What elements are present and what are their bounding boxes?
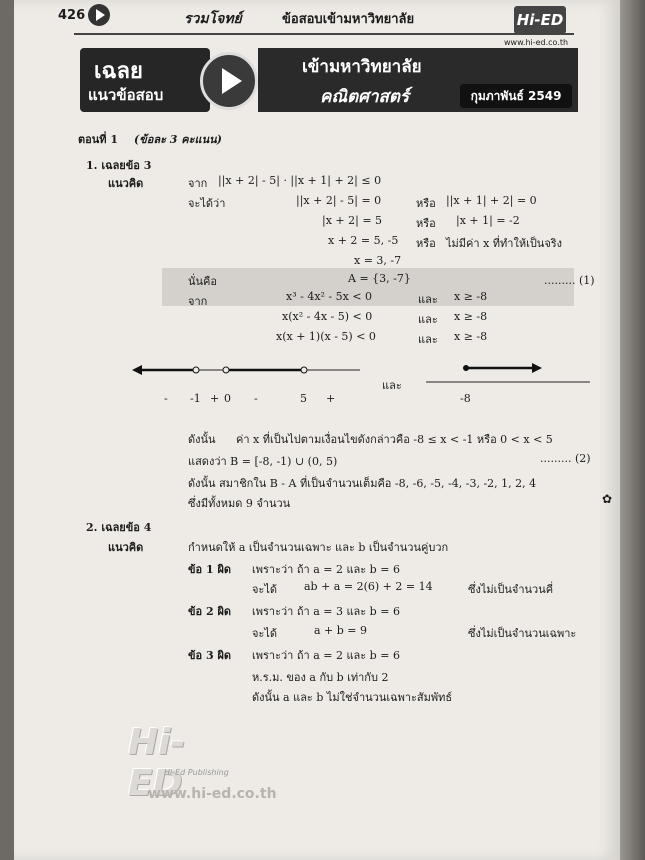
q1-conclusion-3: ดังนั้น สมาชิกใน B - A ที่เป็นจำนวนเต็มคือ -8, -6, -5, -4, -3, -2, 1, 2, 4: [188, 477, 537, 490]
q1-conclusion-1b: ค่า x ที่เป็นไปตามเงื่อนไขดังกล่าวคือ -8 ≤ x < -1 หรือ 0 < x < 5: [236, 433, 553, 446]
q2-case3-res-b: ดังนั้น a และ b ไม่ใช่จำนวนเฉพาะสัมพัทธ์: [252, 691, 453, 704]
footer-logo: Hi-ED: [128, 722, 186, 804]
q1-line1-a: จาก: [188, 177, 208, 190]
arrow-left-icon: [132, 365, 142, 375]
closed-dot: [463, 365, 469, 371]
q1-line8-c: และ: [418, 313, 438, 326]
header-title: ข้อสอบเข้ามหาวิทยาลัย: [282, 12, 415, 27]
q1-label: แนวคิด: [108, 177, 144, 190]
footer-publisher: Hi-Ed Publishing: [164, 768, 229, 777]
q1-conclusion-1a: ดังนั้น: [188, 433, 216, 446]
q2-case3-res-a: ห.ร.ม. ของ a กับ b เท่ากับ 2: [252, 671, 389, 684]
nl-sign: -: [164, 392, 168, 405]
q1-line9-b: x(x + 1)(x - 5) < 0: [276, 330, 376, 343]
section-title: ตอนที่ 1: [78, 133, 119, 146]
nl-tick-0: 0: [224, 392, 231, 405]
page-number: 426: [58, 8, 86, 23]
q1-line7-d: x ≥ -8: [454, 290, 488, 303]
q1-line9-d: x ≥ -8: [454, 330, 488, 343]
q2-case2-res-c: ซึ่งไม่เป็นจำนวนเฉพาะ: [468, 627, 577, 640]
banner-label-1: เฉลย: [94, 59, 143, 84]
section-note: (ข้อละ 3 คะแนน): [134, 133, 222, 146]
play-icon: [88, 4, 110, 26]
q1-line5-b: x = 3, -7: [354, 254, 402, 267]
q2-case3-label: ข้อ 3 ผิด: [188, 649, 232, 662]
q2-heading: 2. เฉลยข้อ 4: [86, 521, 152, 534]
q1-line4-b: x + 2 = 5, -5: [328, 234, 399, 247]
nl-sign: +: [326, 392, 336, 405]
q1-line2-c: หรือ: [416, 197, 436, 210]
arrow-right-icon: [532, 363, 542, 373]
q1-line2-d: ||x + 1| + 2| = 0: [446, 194, 537, 207]
q1-eq-ref-1: ......... (1): [544, 274, 595, 287]
open-dot: [301, 367, 307, 373]
q1-line2-a: จะได้ว่า: [188, 197, 226, 210]
q1-line7-c: และ: [418, 293, 438, 306]
q1-line8-b: x(x² - 4x - 5) < 0: [282, 310, 373, 323]
document-page: [14, 0, 620, 860]
q1-heading: 1. เฉลยข้อ 3: [86, 159, 152, 172]
footer-url: www.hi-ed.co.th: [148, 786, 277, 802]
q2-intro: กำหนดให้ a เป็นจำนวนเฉพาะ และ b เป็นจำนวนคู่บวก: [188, 541, 449, 554]
q1-conclusion-4: ซึ่งมีทั้งหมด 9 จำนวน: [188, 497, 291, 510]
banner-date: กุมภาพันธ์ 2549: [460, 84, 572, 108]
gear-icon: ✿: [602, 492, 613, 506]
q1-line4-d: ไม่มีค่า x ที่ทำให้เป็นจริง: [446, 237, 563, 250]
q2-case2-label: ข้อ 2 ผิด: [188, 605, 232, 618]
q2-case1-cond: เพราะว่า ถ้า a = 2 และ b = 6: [252, 563, 400, 576]
nl-and: และ: [382, 379, 402, 392]
q2-case2-cond: เพราะว่า ถ้า a = 3 และ b = 6: [252, 605, 400, 618]
q1-line3-c: หรือ: [416, 217, 436, 230]
adjacent-page-edge: [620, 0, 645, 860]
number-line-graph: [124, 356, 594, 386]
q2-case1-label: ข้อ 1 ผิด: [188, 563, 232, 576]
q1-line3-d: |x + 1| = -2: [456, 214, 520, 227]
q2-case2-res-b: a + b = 9: [314, 624, 368, 637]
q2-case1-res-b: ab + a = 2(6) + 2 = 14: [304, 580, 433, 593]
q1-line7-a: จาก: [188, 295, 208, 308]
q1-line9-c: และ: [418, 333, 438, 346]
q1-line2-b: ||x + 2| - 5| = 0: [296, 194, 382, 207]
header-logo: Hi-ED: [514, 6, 566, 34]
nl-sign: +: [210, 392, 220, 405]
nl-tick-5: 5: [300, 392, 307, 405]
q2-case3-cond: เพราะว่า ถ้า a = 2 และ b = 6: [252, 649, 400, 662]
open-dot: [193, 367, 199, 373]
q1-line8-d: x ≥ -8: [454, 310, 488, 323]
header-url: www.hi-ed.co.th: [504, 38, 569, 47]
banner-label-2: แนวข้อสอบ: [88, 86, 164, 104]
q1-conclusion-2a: แสดงว่า B = [-8, -1) ∪ (0, 5): [188, 455, 338, 468]
q2-case1-res-c: ซึ่งไม่เป็นจำนวนคี่: [468, 583, 554, 596]
q1-line7-b: x³ - 4x² - 5x < 0: [286, 290, 373, 303]
open-dot: [223, 367, 229, 373]
q2-case1-res-a: จะได้: [252, 583, 278, 596]
q1-line6-b: A = {3, -7}: [348, 272, 411, 285]
play-icon: [200, 52, 258, 110]
banner-main-title: เข้ามหาวิทยาลัย: [302, 57, 422, 77]
q2-label: แนวคิด: [108, 541, 144, 554]
header-rule: [74, 33, 574, 35]
q1-line3-b: |x + 2| = 5: [322, 214, 383, 227]
q1-line6-a: นั่นคือ: [188, 275, 218, 288]
series-title: รวมโจทย์: [184, 11, 242, 27]
q2-case2-res-a: จะได้: [252, 627, 278, 640]
nl-tick-minus8: -8: [460, 392, 471, 405]
q1-line4-c: หรือ: [416, 237, 436, 250]
q1-line1-b: ||x + 2| - 5| · ||x + 1| + 2| ≤ 0: [218, 174, 382, 187]
q1-eq-ref-2: ......... (2): [540, 452, 591, 465]
nl-tick-minus1: -1: [190, 392, 201, 405]
nl-sign: -: [254, 392, 258, 405]
banner-subject: คณิตศาสตร์: [320, 87, 410, 107]
